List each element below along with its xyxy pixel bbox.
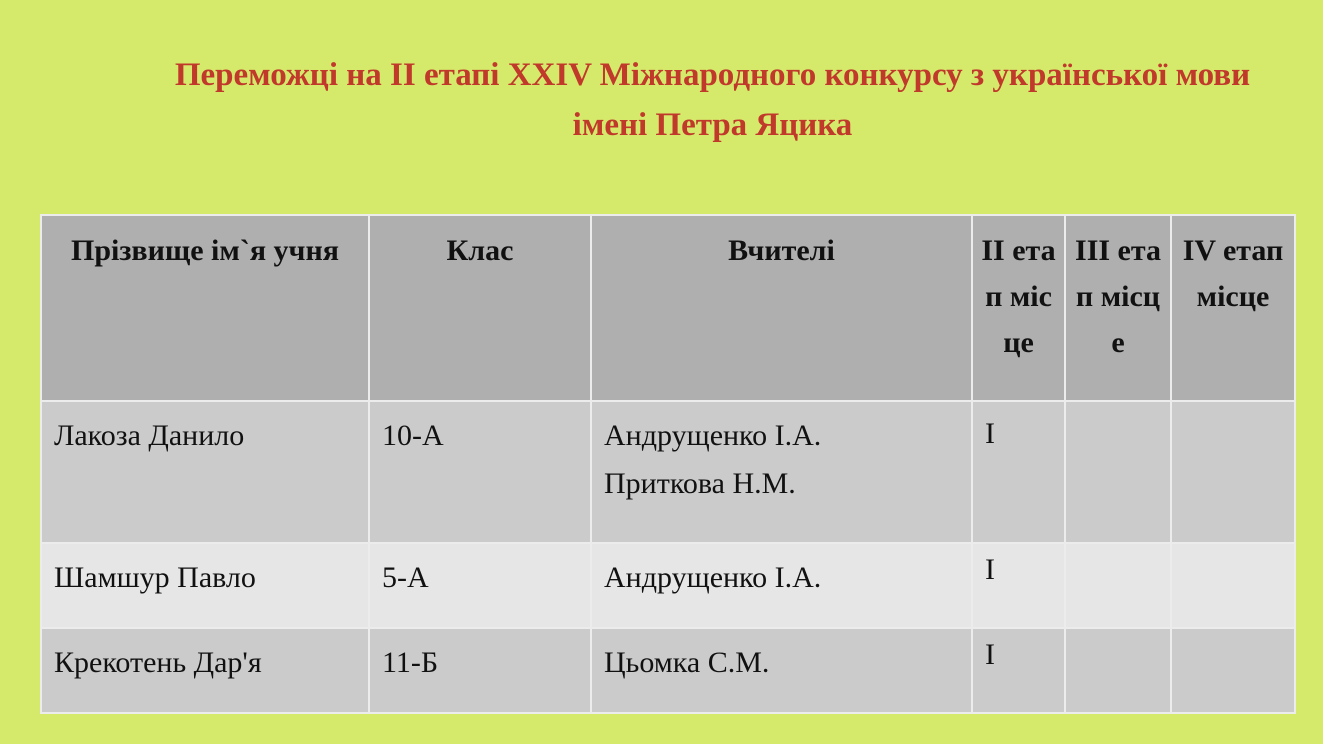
cell-stage2: І — [972, 401, 1065, 543]
winners-table-container — [40, 214, 1294, 714]
cell-teachers — [591, 401, 972, 543]
cell-class: 11-Б — [369, 628, 591, 713]
cell-stage4 — [1171, 401, 1295, 543]
header-name: Прізвище ім`я учня — [41, 215, 369, 401]
page-title: Переможці на ІІ етапі XXIV Міжнародного конкурсу з української мови імені Петра Яцика — [174, 57, 1251, 143]
cell-stage3 — [1065, 543, 1171, 628]
cell-stage2: І — [972, 628, 1065, 713]
table-header-row — [41, 215, 1295, 401]
cell-stage4 — [1171, 543, 1295, 628]
cell-name: Лакоза Данило — [41, 401, 369, 543]
cell-class: 10-А — [369, 401, 591, 543]
header-stage2: ІІ етап місце — [972, 215, 1065, 401]
header-class: Клас — [369, 215, 591, 401]
cell-name: Шамшур Павло — [41, 543, 369, 628]
table-row — [41, 401, 1295, 543]
cell-stage2: І — [972, 543, 1065, 628]
teacher-name: Приткова Н.М. — [604, 467, 796, 500]
winners-table — [40, 214, 1296, 714]
cell-name: Крекотень Дар'я — [41, 628, 369, 713]
header-teachers: Вчителі — [591, 215, 972, 401]
header-stage4: IV етап місце — [1171, 215, 1295, 401]
cell-stage3 — [1065, 628, 1171, 713]
teacher-name: Цьомка С.М. — [604, 646, 770, 679]
cell-stage4 — [1171, 628, 1295, 713]
teacher-name: Андрущенко І.А. — [604, 419, 822, 452]
table-row — [41, 543, 1295, 628]
cell-teachers — [591, 543, 972, 628]
table-row — [41, 628, 1295, 713]
header-stage3: ІІІ етап місце — [1065, 215, 1171, 401]
cell-class: 5-А — [369, 543, 591, 628]
teacher-name: Андрущенко І.А. — [604, 561, 822, 594]
cell-stage3 — [1065, 401, 1171, 543]
cell-teachers — [591, 628, 972, 713]
